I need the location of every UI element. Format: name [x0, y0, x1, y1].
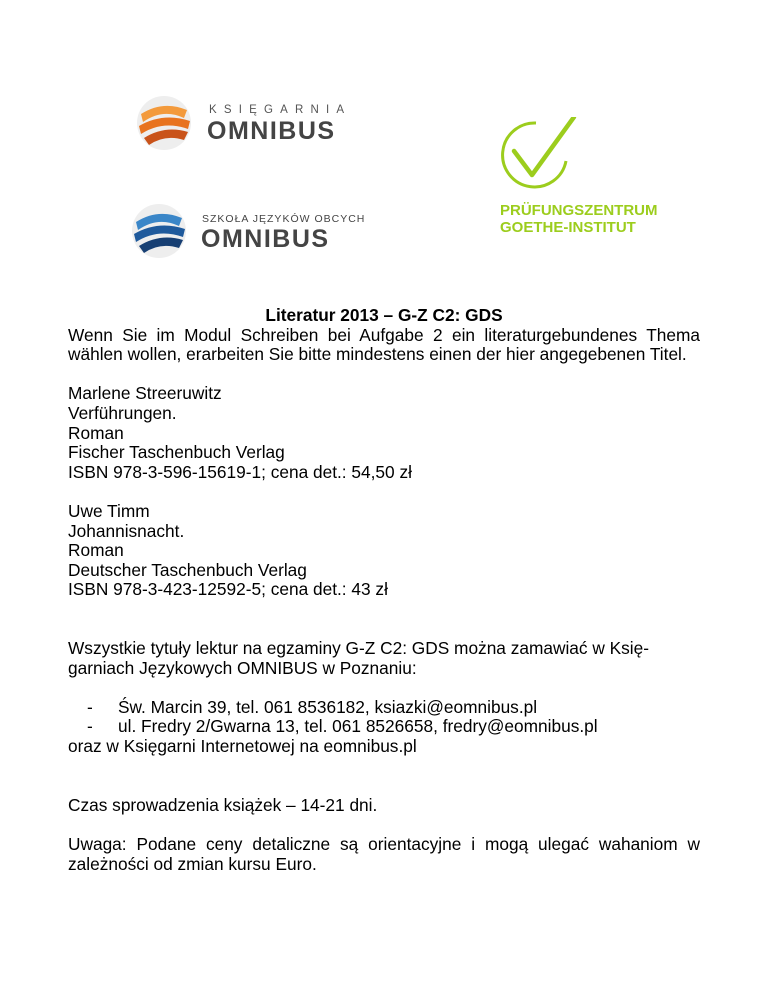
book-isbn-price: ISBN 978-3-423-12592-5; cena det.: 43 zł — [68, 579, 388, 600]
szkola-omnibus-logo-graphic — [130, 202, 370, 260]
intro-paragraph: Wenn Sie im Modul Schreiben bei Aufgabe 2 ein literaturgebundenes Thema wählen wollen, erarbeiten Sie bitte mindestens einen der hier angegebenen Titel. — [68, 324, 700, 365]
shop-address: ul. Fredry 2/Gwarna 13, tel. 061 8526658, fredry@eomnibus.pl — [118, 716, 598, 737]
order-info-line: garniach Językowych OMNIBUS w Poznaniu: — [68, 657, 417, 678]
list-dash: - — [87, 716, 93, 737]
shop-list-item — [68, 698, 700, 718]
book-entry — [68, 384, 700, 482]
book-genre: Roman — [68, 540, 124, 561]
list-dash: - — [87, 696, 93, 717]
shop-list — [68, 698, 700, 737]
goethe-logo-graphic — [500, 117, 680, 237]
shop-list-item — [68, 717, 700, 737]
book-author: Marlene Streeruwitz — [68, 383, 222, 404]
svg-text:OMNIBUS: OMNIBUS — [207, 117, 336, 145]
shop-address: Św. Marcin 39, tel. 061 8536182, ksiazki@eomnibus.pl — [118, 696, 538, 717]
szkola-omnibus-logo — [130, 202, 370, 260]
document-body — [68, 306, 700, 874]
svg-text:GOETHE-INSTITUT: GOETHE-INSTITUT — [500, 219, 636, 236]
svg-text:OMNIBUS: OMNIBUS — [201, 225, 330, 253]
book-author: Uwe Timm — [68, 500, 150, 521]
delivery-time: Czas sprowadzenia książek – 14-21 dni. — [68, 794, 378, 815]
svg-text:PRÜFUNGSZENTRUM: PRÜFUNGSZENTRUM — [500, 202, 658, 219]
book-title: Verführungen. — [68, 402, 177, 423]
svg-text:SZKOŁA JĘZYKÓW OBCYCH: SZKOŁA JĘZYKÓW OBCYCH — [202, 213, 366, 225]
book-title: Johannisnacht. — [68, 520, 185, 541]
book-entry — [68, 502, 700, 600]
svg-text:KSIĘGARNIA: KSIĘGARNIA — [209, 104, 352, 116]
online-shop-line: oraz w Księgarni Internetowej na eomnibus.pl — [68, 736, 417, 757]
order-info-line: Wszystkie tytuły lektur na egzaminy G-Z C2: GDS można zamawiać w Księ- — [68, 638, 649, 659]
book-genre: Roman — [68, 422, 124, 443]
book-publisher: Fischer Taschenbuch Verlag — [68, 442, 285, 463]
book-publisher: Deutscher Taschenbuch Verlag — [68, 559, 307, 580]
ksiegarnia-omnibus-logo — [135, 94, 380, 152]
document-title: Literatur 2013 – G-Z C2: GDS — [265, 305, 503, 325]
goethe-pruefungszentrum-logo — [500, 117, 680, 237]
price-note: Uwaga: Podane ceny detaliczne są orientacyjne i mogą ulegać wahaniom w zależności od zmian kursu Euro. — [68, 834, 700, 874]
ksiegarnia-omnibus-logo-graphic — [135, 94, 380, 152]
book-isbn-price: ISBN 978-3-596-15619-1; cena det.: 54,50 zł — [68, 461, 412, 482]
